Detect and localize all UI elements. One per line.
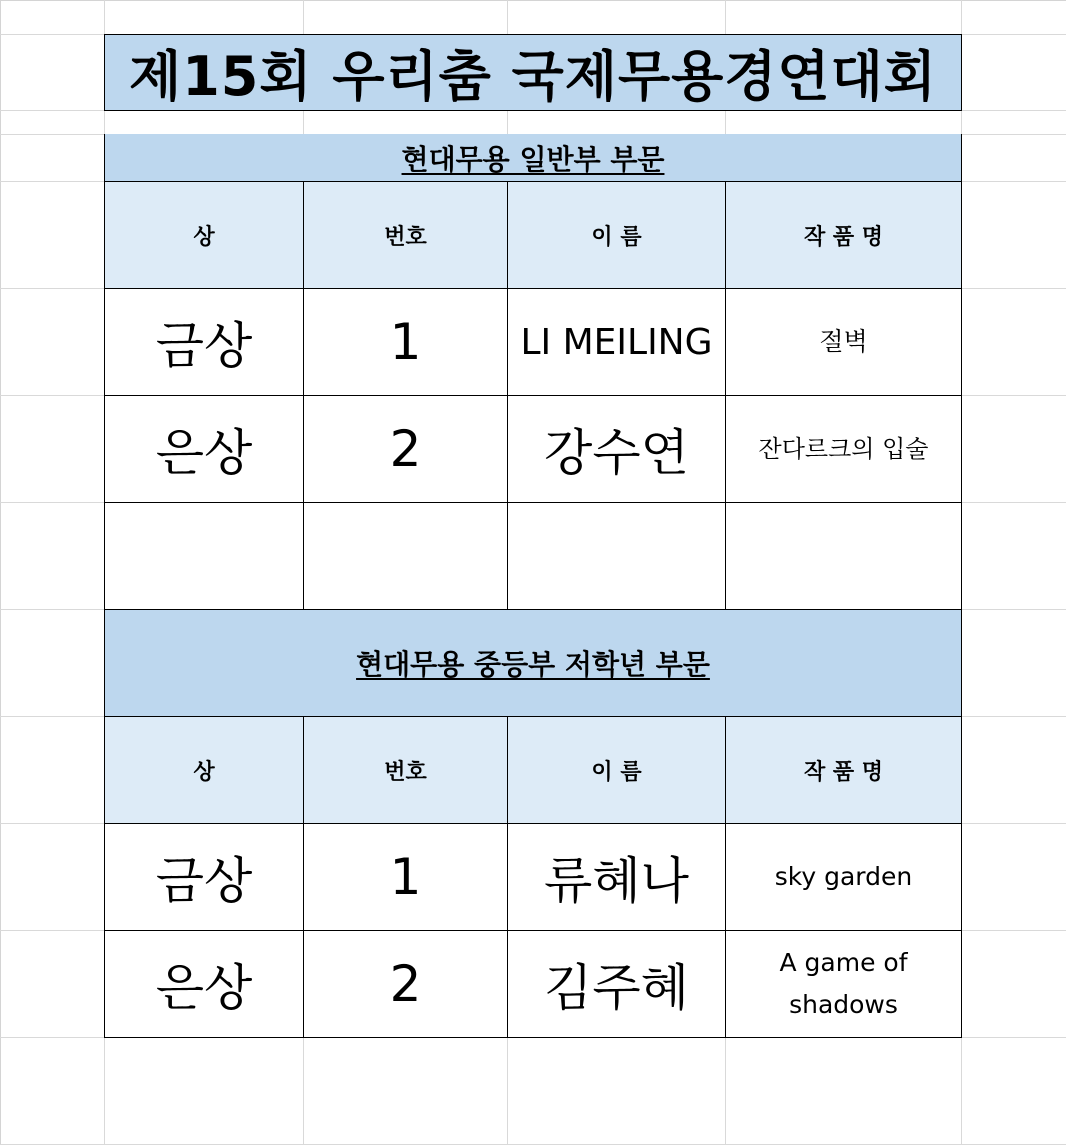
table-cell-award[interactable] — [104, 288, 304, 396]
table-cell-name[interactable] — [507, 930, 726, 1038]
cell-text: A game of shadows — [779, 948, 908, 1019]
table-cell-work[interactable] — [725, 502, 962, 610]
table-cell-work[interactable] — [725, 288, 962, 396]
table-cell-name[interactable] — [507, 288, 726, 396]
table-cell-number[interactable] — [303, 395, 508, 503]
table-cell-work[interactable] — [725, 930, 962, 1038]
cell-text: 2 — [389, 955, 422, 1013]
column-header-number[interactable] — [303, 716, 508, 824]
table-cell-name[interactable] — [507, 502, 726, 610]
column-header-text: 번호 — [384, 224, 427, 250]
column-header-text: 이 름 — [591, 224, 642, 250]
column-header-text: 번호 — [384, 759, 427, 785]
cell-text: 금상 — [155, 852, 253, 910]
cell-text: LI MEILING — [520, 321, 713, 363]
column-header-text: 작 품 명 — [803, 759, 884, 785]
column-header-award[interactable] — [104, 181, 304, 289]
cell-text: 1 — [389, 313, 422, 371]
cell-text: 은상 — [155, 959, 253, 1017]
table-cell-name[interactable] — [507, 823, 726, 931]
table-cell-number[interactable] — [303, 288, 508, 396]
column-header-text: 작 품 명 — [803, 224, 884, 250]
table-cell-number[interactable] — [303, 930, 508, 1038]
cell-text: sky garden — [774, 862, 913, 891]
cell-text: 절벽 — [819, 327, 868, 356]
cell-text: 1 — [389, 848, 422, 906]
cell-text: 잔다르크의 입술 — [758, 435, 929, 463]
cell-text: 강수연 — [544, 424, 689, 482]
cell-text: 류혜나 — [544, 852, 689, 910]
column-header-name[interactable] — [507, 181, 726, 289]
table-cell-number[interactable] — [303, 823, 508, 931]
section-heading-middle-school[interactable] — [104, 609, 962, 717]
column-header-text: 상 — [193, 224, 215, 250]
table-cell-award[interactable] — [104, 395, 304, 503]
table-cell-award[interactable] — [104, 930, 304, 1038]
table-cell-number[interactable] — [303, 502, 508, 610]
table-cell-name[interactable] — [507, 395, 726, 503]
section-heading-general[interactable] — [104, 134, 962, 182]
column-header-text: 이 름 — [591, 759, 642, 785]
table-cell-work[interactable] — [725, 823, 962, 931]
column-header-number[interactable] — [303, 181, 508, 289]
cell-text: 김주혜 — [544, 959, 689, 1017]
cell-text: 금상 — [155, 317, 253, 375]
section-heading-text: 현대무용 중등부 저학년 부문 — [356, 648, 710, 681]
cell-text: 2 — [389, 420, 422, 478]
page-title[interactable] — [104, 34, 962, 111]
cell-text: 은상 — [155, 424, 253, 482]
table-cell-award[interactable] — [104, 502, 304, 610]
column-header-work[interactable] — [725, 716, 962, 824]
table-cell-work[interactable] — [725, 395, 962, 503]
column-header-work[interactable] — [725, 181, 962, 289]
column-header-name[interactable] — [507, 716, 726, 824]
table-cell-award[interactable] — [104, 823, 304, 931]
section-heading-text: 현대무용 일반부 부문 — [401, 143, 665, 176]
page-title-text: 제15회 우리춤 국제무용경연대회 — [129, 45, 937, 108]
column-header-text: 상 — [193, 759, 215, 785]
column-header-award[interactable] — [104, 716, 304, 824]
